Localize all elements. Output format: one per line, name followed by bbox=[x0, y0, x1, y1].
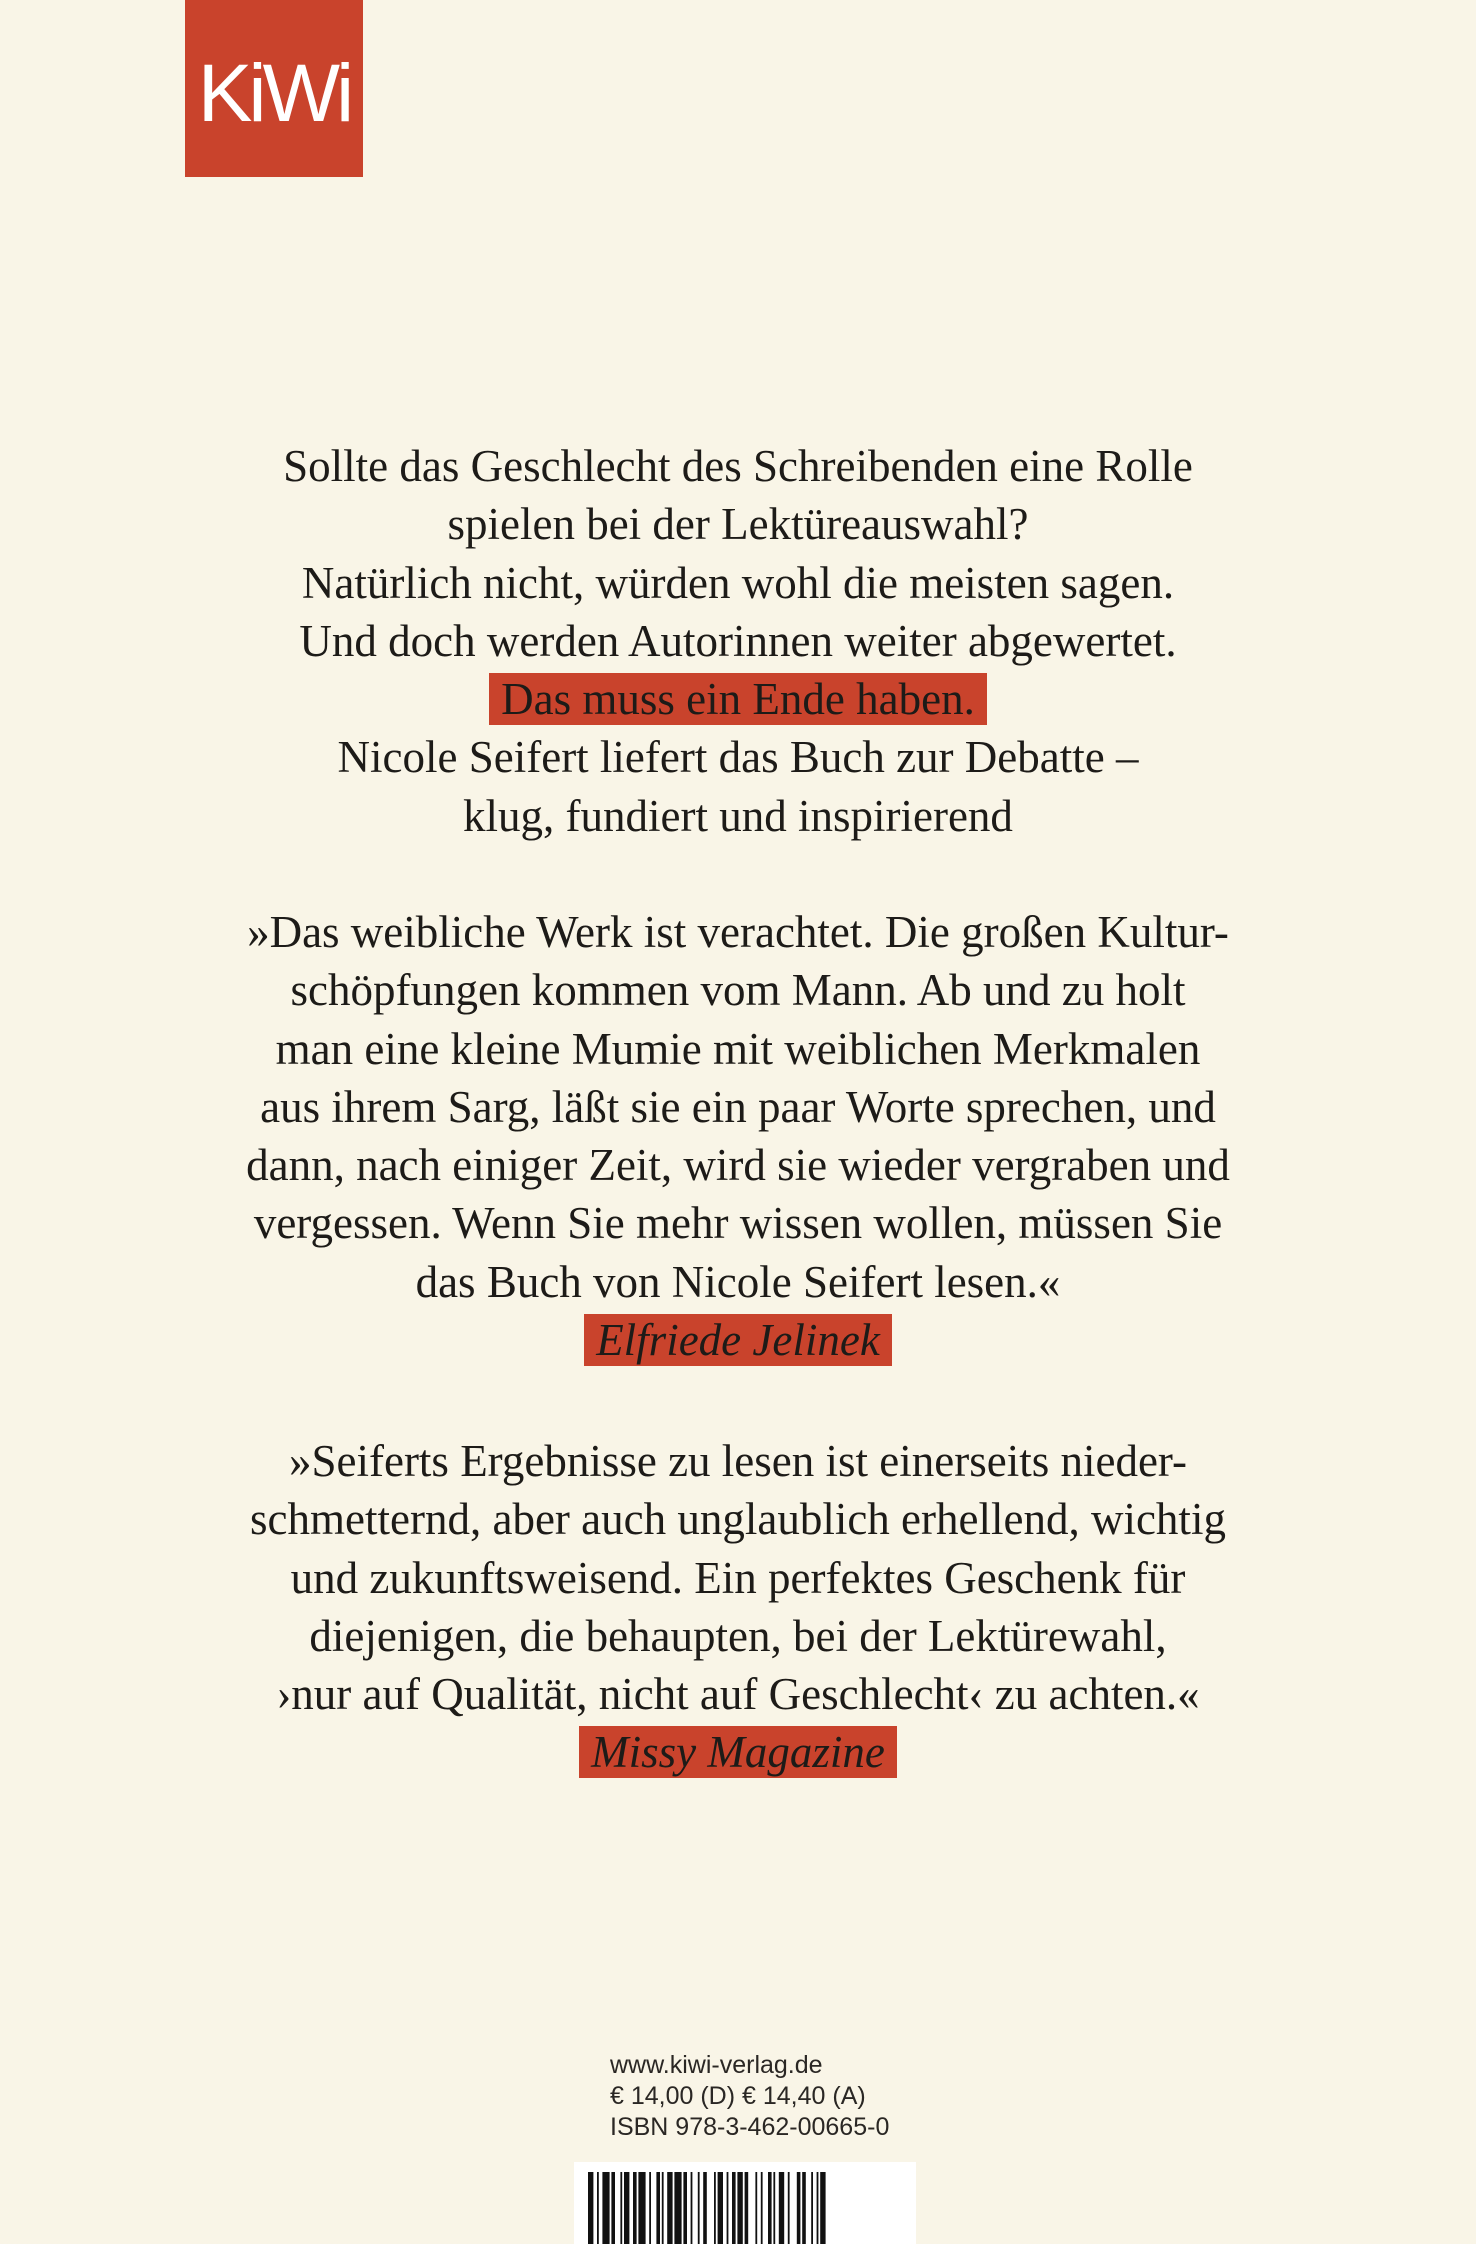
quote-line: ›nur auf Qualität, nicht auf Geschlecht‹ zu achten.« bbox=[276, 1669, 1200, 1720]
barcode-bar bbox=[732, 2172, 736, 2244]
isbn: ISBN 978-3-462-00665-0 bbox=[610, 2113, 890, 2141]
barcode-bar bbox=[674, 2172, 681, 2244]
barcode-bar bbox=[620, 2172, 622, 2244]
barcode-bar bbox=[611, 2172, 615, 2244]
barcode-bar bbox=[779, 2172, 784, 2244]
barcode-bar bbox=[624, 2172, 629, 2244]
barcode-bar bbox=[649, 2172, 651, 2244]
barcode-bar bbox=[773, 2172, 775, 2244]
barcode-bar bbox=[811, 2172, 813, 2244]
quote-line: »Seiferts Ergebnisse zu lesen ist einerseits nieder- bbox=[288, 1436, 1187, 1486]
barcode-bar bbox=[714, 2172, 716, 2244]
barcode-bar bbox=[718, 2172, 723, 2244]
barcode bbox=[574, 2162, 916, 2244]
barcode-bar bbox=[662, 2172, 664, 2244]
barcode-bar bbox=[788, 2172, 790, 2244]
barcode-bar bbox=[745, 2172, 749, 2244]
quote-attribution: Missy Magazine bbox=[579, 1726, 897, 1778]
intro-highlight: Das muss ein Ende haben. bbox=[489, 673, 987, 725]
barcode-bar bbox=[768, 2172, 772, 2244]
barcode-bar bbox=[703, 2172, 707, 2244]
barcode-bar bbox=[633, 2172, 637, 2244]
quote-attribution: Elfriede Jelinek bbox=[584, 1314, 892, 1366]
quote-line: das Buch von Nicole Seifert lesen.« bbox=[415, 1256, 1061, 1307]
intro-line: klug, fundiert und inspirierend bbox=[463, 790, 1013, 841]
quote-missy bbox=[0, 1432, 1476, 1782]
quote-line: vergessen. Wenn Sie mehr wissen wollen, müssen Sie bbox=[253, 1198, 1223, 1249]
quote-line: schmetternd, aber auch unglaublich erhellend, wichtig bbox=[250, 1494, 1226, 1545]
intro-line: spielen bei der Lektüreauswahl? bbox=[447, 499, 1029, 550]
intro-line: Und doch werden Autorinnen weiter abgewertet. bbox=[299, 615, 1177, 666]
attribution-line bbox=[0, 1723, 1476, 1781]
barcode-bar bbox=[817, 2172, 819, 2244]
imprint bbox=[610, 2050, 890, 2143]
barcode-bar bbox=[802, 2172, 806, 2244]
barcode-bar bbox=[597, 2172, 599, 2244]
barcode-graphic bbox=[574, 2162, 916, 2244]
intro-line: Nicole Seifert liefert das Buch zur Debatte – bbox=[337, 732, 1139, 783]
barcode-bar bbox=[638, 2172, 645, 2244]
publisher-website: www.kiwi-verlag.de bbox=[610, 2051, 823, 2079]
quote-line: dann, nach einiger Zeit, wird sie wieder vergraben und bbox=[246, 1140, 1230, 1191]
quote-line: »Das weibliche Werk ist verachtet. Die großen Kultur- bbox=[247, 907, 1229, 957]
price-info: € 14,00 (D) € 14,40 (A) bbox=[610, 2082, 866, 2110]
barcode-bar bbox=[656, 2172, 660, 2244]
barcode-bar bbox=[727, 2172, 729, 2244]
barcode-bar bbox=[698, 2172, 700, 2244]
kiwi-logo: KiWi bbox=[185, 0, 363, 177]
barcode-bar bbox=[797, 2172, 801, 2244]
quote-jelinek bbox=[0, 903, 1476, 1369]
barcode-bar bbox=[761, 2172, 763, 2244]
intro-text bbox=[0, 437, 1476, 845]
quote-line: man eine kleine Mumie mit weiblichen Merkmalen bbox=[275, 1023, 1201, 1074]
barcode-bar bbox=[737, 2172, 742, 2244]
barcode-bar bbox=[683, 2172, 687, 2244]
attribution-line bbox=[0, 1311, 1476, 1369]
intro-highlight-line bbox=[0, 670, 1476, 728]
intro-line: Natürlich nicht, würden wohl die meisten sagen. bbox=[301, 557, 1175, 608]
quote-line: und zukunftsweisend. Ein perfektes Geschenk für bbox=[290, 1552, 1186, 1603]
quote-line: aus ihrem Sarg, läßt sie ein paar Worte sprechen, und bbox=[260, 1081, 1216, 1132]
intro-line: Sollte das Geschlecht des Schreibenden eine Rolle bbox=[283, 441, 1193, 491]
barcode-bar bbox=[667, 2172, 672, 2244]
barcode-bar bbox=[820, 2172, 825, 2244]
barcode-bar bbox=[602, 2172, 609, 2244]
barcode-bar bbox=[588, 2172, 593, 2244]
barcode-bar bbox=[755, 2172, 757, 2244]
barcode-bar bbox=[691, 2172, 693, 2244]
quote-line: diejenigen, die behaupten, bei der Lektürewahl, bbox=[309, 1610, 1167, 1661]
quote-line: schöpfungen kommen vom Mann. Ab und zu holt bbox=[290, 965, 1186, 1016]
